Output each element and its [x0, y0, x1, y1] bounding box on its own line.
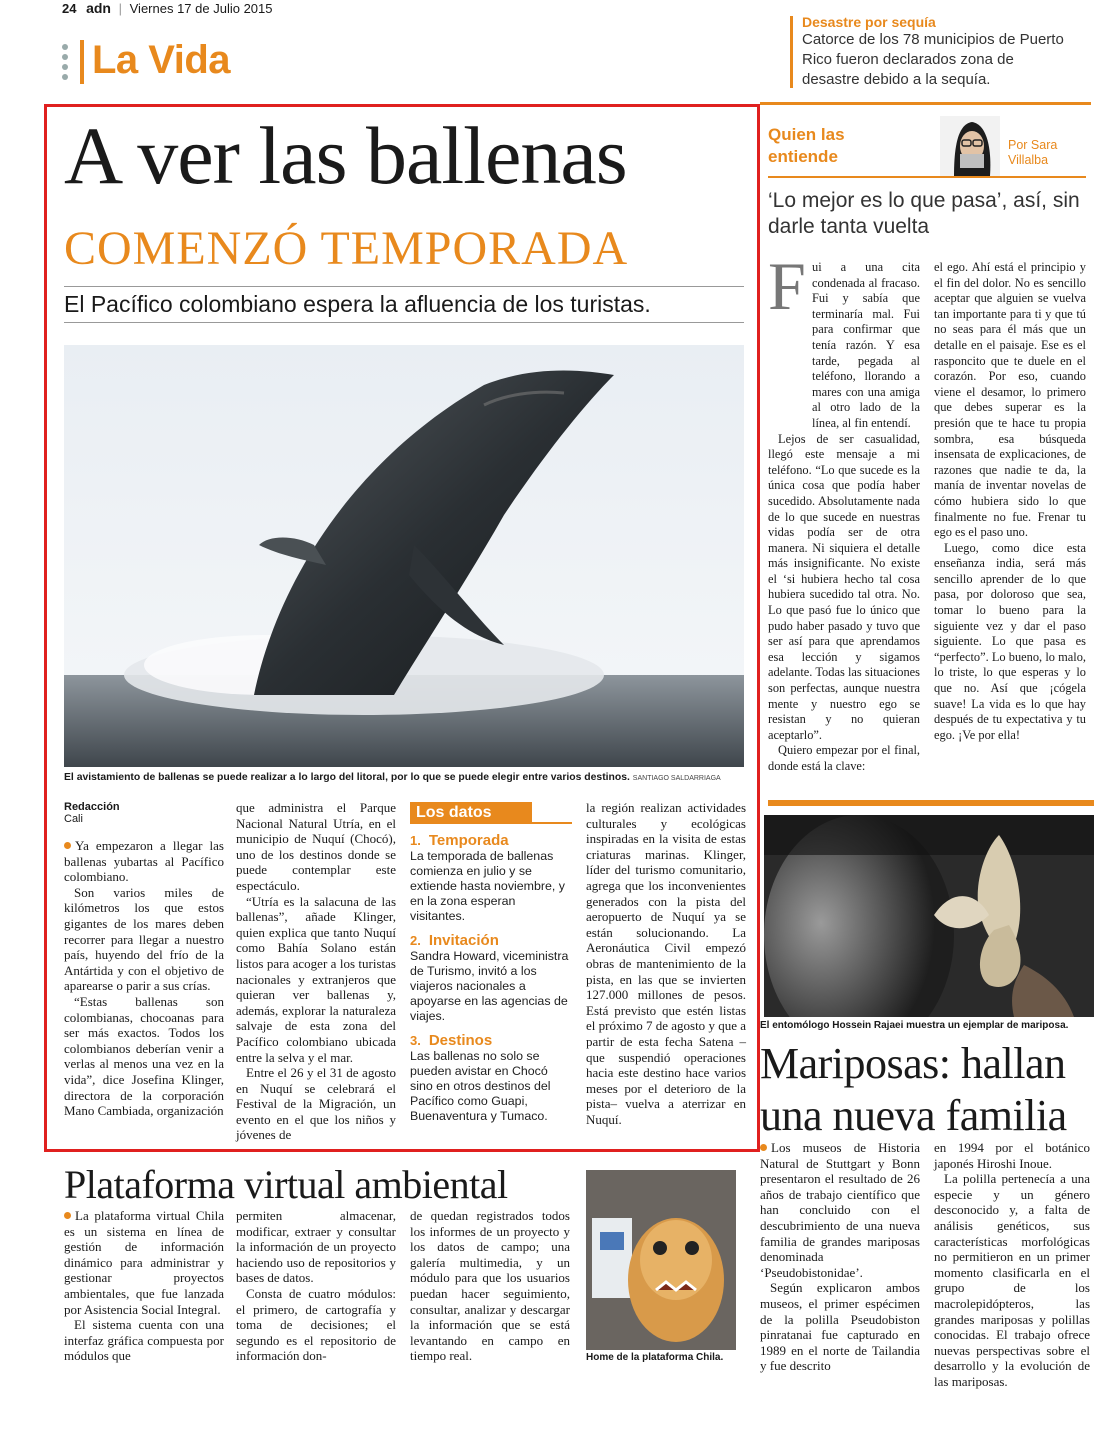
- brief-rule: [760, 102, 1091, 105]
- los-datos-box: [410, 802, 572, 1124]
- opinion-bottom-rule: [768, 800, 1094, 806]
- brief-title: Desastre por sequía: [802, 14, 936, 30]
- opinion-headline: ‘Lo mejor es lo que pasa’, así, sin darle tanta vuelta: [768, 189, 1080, 238]
- paragraph: “Utría es la salacuna de las ballenas”, añade Klinger, quien explica que tanto Nuquí como Bahía Solano están listos para acoger a los turistas nacionales y extranjeros que quieran ver ballenas y, además, explorar la naturaleza salvaje de esta zona del Pacífico colombiano ubicada entre la selva y el mar.: [236, 893, 396, 1065]
- main-headline: A ver las ballenas: [64, 110, 627, 201]
- deck-rule-top: [64, 286, 744, 287]
- drop-cap: F: [768, 248, 806, 324]
- caption-text: El avistamiento de ballenas se puede realizar a lo largo del litoral, por lo que se puede elegir entre varios destinos.: [64, 772, 630, 783]
- page-header: [62, 0, 322, 16]
- dato-item: 1. Temporada La temporada de ballenas comienza en julio y se extiende hasta noviembre, y en la zona esperan visitantes.: [410, 832, 565, 923]
- brief: [802, 14, 1072, 90]
- header-separator: |: [118, 1, 122, 16]
- brief-bar: [790, 16, 793, 88]
- moth-photo: [764, 815, 1094, 1017]
- bullet-icon: [64, 842, 71, 849]
- byline-name: Redacción: [64, 801, 120, 813]
- paragraph: que administra el Parque Nacional Natural Utría, en el municipio de Nuquí (Chocó), uno de los destinos donde se puede contemplar este espectáculo.: [236, 800, 396, 893]
- whale-photo: [64, 345, 744, 767]
- platform-photo: [586, 1170, 736, 1350]
- dato-item: 3. Destinos Las ballenas no solo se pueden avistar en Chocó sino en otros destinos del Pacífico como Guapi, Buenaventura y Tumaco.: [410, 1032, 551, 1123]
- main-deck: El Pacífico colombiano espera la afluencia de los turistas.: [64, 291, 651, 317]
- paragraph: Quiero empezar por el final, donde está la clave:: [768, 743, 920, 773]
- paragraph: El sistema cuenta con una interfaz gráfica compuesta por módulos que: [64, 1317, 224, 1364]
- section-dots-icon: [62, 44, 70, 80]
- paragraph: Son varios miles de kilómetros los que estos gigantes de los mares deben recorrer para llegar a nuestro país, huyendo del frío de la Antártida y con el objetivo de aparearse o parir a sus crías.: [64, 884, 224, 994]
- bullet-icon: [64, 1212, 71, 1219]
- main-column-1: [64, 838, 224, 1119]
- whale-photo-caption: [64, 772, 754, 783]
- adn-logo: adn: [86, 0, 111, 16]
- paragraph: ui a una cita condenada al fracaso. Fui y sabía que terminaría mal. Fui para confirmar que tenía razón. Y esa tarde, pegada al teléfono, llorando a mares con una amiga al otro lado de la línea, al fin entendí.: [812, 260, 920, 430]
- los-datos-rule: [410, 822, 572, 824]
- paragraph: “Estas ballenas son colombianas, chocoanas para ser más exactos. Todos los colombianos deberían venir a verlas al menos una vez en la vida”, dice Josefina Klinger, directora de la corporación Mano Cambiada, organización: [64, 993, 224, 1119]
- bullet-icon: [760, 1144, 767, 1151]
- opinion-column-1: [768, 260, 920, 775]
- paragraph: la región realizan actividades culturales y ecológicas inspiradas en la visita de estas criaturas marinas. Klinger, líder del turismo comunitario, agrega que los inconvenientes generados con la pista del aeropuerto de Nuquí ya se están solucionando. La Aeronáutica Civil empezó obras de mantenimiento de la pista, en las que se invierten 127.000 millones de pesos. Está previsto que estén listas el próximo 7 de agosto y que a partir de esta fecha Satena –que suspendió operaciones hacia este destino hace varios meses por el deterioro de la pista– vuelva a aterrizar en Nuquí.: [586, 800, 746, 1127]
- los-datos-title: Los datos: [410, 802, 532, 824]
- byline: [64, 801, 224, 825]
- moth-headline: Mariposas: hallan una nueva familia: [760, 1039, 1067, 1140]
- main-kicker: COMENZÓ TEMPORADA: [64, 222, 629, 275]
- main-column-3: [586, 800, 746, 1127]
- paragraph: Ya empezaron a llegar las ballenas yubartas al Pacífico colombiano.: [64, 838, 224, 885]
- platform-photo-caption: Home de la plataforma Chila.: [586, 1352, 724, 1363]
- brief-body: Catorce de los 78 municipios de Puerto Rico fueron declarados zona de desastre debido a la sequía.: [802, 31, 1064, 88]
- paragraph: Entre el 26 y el 31 de agosto en Nuquí se celebrará el Festival de la Migración, un evento en el que los niños y jóvenes de: [236, 1065, 396, 1143]
- paragraph: Lejos de ser casualidad, llegó este mensaje a mi teléfono. “Lo que sucede es la única cosa que podía haber sucedido. Absolutamente nada de lo que sucede en nuestras vidas podía ser de otra manera. Ni siquiera el detalle más insignificante. No existe el ‘si hubiera hecho tal cosa hubiera sucedido tal otra. No. Lo que pasó fue lo único que pudo haber pasado y tuvo que ser así para que aprendamos esa lección y sigamos adelante. Todas las situaciones son perfectas, aunque nuestra mente y nuestro ego se resistan y no quieran aceptarlo”.: [768, 431, 920, 742]
- byline-place: Cali: [64, 813, 83, 825]
- issue-date: Viernes 17 de Julio 2015: [129, 1, 273, 16]
- platform-column-2: [236, 1208, 396, 1364]
- paragraph: Consta de cuatro módulos: el primero, de cartografía y toma de decisiones; el segundo es el repositorio de información don-: [236, 1285, 396, 1364]
- section-bar: [80, 40, 84, 84]
- paragraph: La plataforma virtual Chila es un sistema en línea de gestión de información dinámico para administrar y gestionar proyectos ambientales, que fue lanzada por Asistencia Social Integral.: [64, 1208, 224, 1317]
- paragraph: Los museos de Historia Natural de Stuttgart y Bonn presentaron el resultado de 26 años de trabajo científico que han concluido con el descubrimiento de una nueva familia de grandes mariposas denominada ‘Pseudobistonidae’.: [760, 1140, 920, 1280]
- section-title: La Vida: [92, 38, 231, 82]
- platform-headline: Plataforma virtual ambiental: [64, 1162, 508, 1207]
- platform-column-1: [64, 1208, 224, 1364]
- opinion-author: Por Sara Villalba: [1008, 138, 1058, 167]
- paragraph: en 1994 por el botánico japonés Hiroshi Inoue.: [934, 1140, 1090, 1171]
- author-avatar: [940, 116, 1000, 176]
- paragraph: La polilla pertenecía a una especie y un género desconocido y, a falta de análisis genéticos, sus características morfológicas no permitieron en un primer momento clasificarla en el grupo de los macrolepidópteros, las grandes mariposas y polillas conocidas. El trabajo ofrece nuevas perspectivas sobre el desarrollo y la evolución de las mariposas.: [934, 1171, 1090, 1389]
- opinion-column-2: [934, 260, 1086, 743]
- paragraph: Según explicaron ambos museos, el primer espécimen de la polilla Pseudobiston pinratanai fue capturado en 1989 en el norte de Tailandia y fue descrito: [760, 1280, 920, 1374]
- dato-item: 2. Invitación Sandra Howard, viceministra de Turismo, invitó a los viajeros nacionales a apoyarse en las agencias de viajes.: [410, 932, 569, 1023]
- platform-column-3: [410, 1208, 570, 1364]
- moth-photo-caption: El entomólogo Hossein Rajaei muestra un ejemplar de mariposa.: [760, 1020, 1069, 1031]
- photo-credit: SANTIAGO SALDARRIAGA: [632, 775, 721, 782]
- paragraph: permiten almacenar, modificar, extraer y consultar la información de un proyecto haciendo uso de repositorios y bases de datos.: [236, 1208, 396, 1286]
- page-number: 24: [62, 1, 77, 16]
- paragraph: Luego, como dice esta enseñanza india, será más sencillo aprender de lo que pasa, por doloroso que sea, tomar lo bueno para la siguiente vez y dar el paso siguiente. Lo que pasa es “perfecto”. Lo bueno, lo malo, lo triste, lo que esperas y lo que no. Así que ¡cógela suave! La vida es lo que hay después de tu expectativa y tu ego. ¡Ve por ella!: [934, 540, 1086, 742]
- moth-column-2: [934, 1140, 1090, 1390]
- main-column-2: [236, 800, 396, 1143]
- paragraph: el ego. Ahí está el principio y el fin del dolor. No es sencillo aceptar que alguien se vuelva tan importante para ti y que tú no seas para él más que un detalle en el paisaje. Ese es el rasponcito que te duele en el corazón. Por eso, cuando viene el desamor, lo primero que debes superar es la presión que te hace tu propia sombra, esa búsqueda insensata de explicaciones, de razones que nadie te da, la manía de inventar novelas de cómo hubiera sido lo que finalmente no fue. Frenar tu ego es el paso uno.: [934, 260, 1086, 540]
- moth-column-1: [760, 1140, 920, 1374]
- deck-rule-bottom: [64, 322, 744, 323]
- opinion-rule: [768, 176, 1086, 178]
- paragraph: de quedan registrados todos los informes de un proyecto y los datos de campo; una galería multimedia, y un módulo para que los usuarios puedan hacer seguimiento, consultar, analizar y descargar la información que se está levantando en campo en tiempo real.: [410, 1208, 570, 1364]
- opinion-label: Quien las entiende: [768, 125, 845, 166]
